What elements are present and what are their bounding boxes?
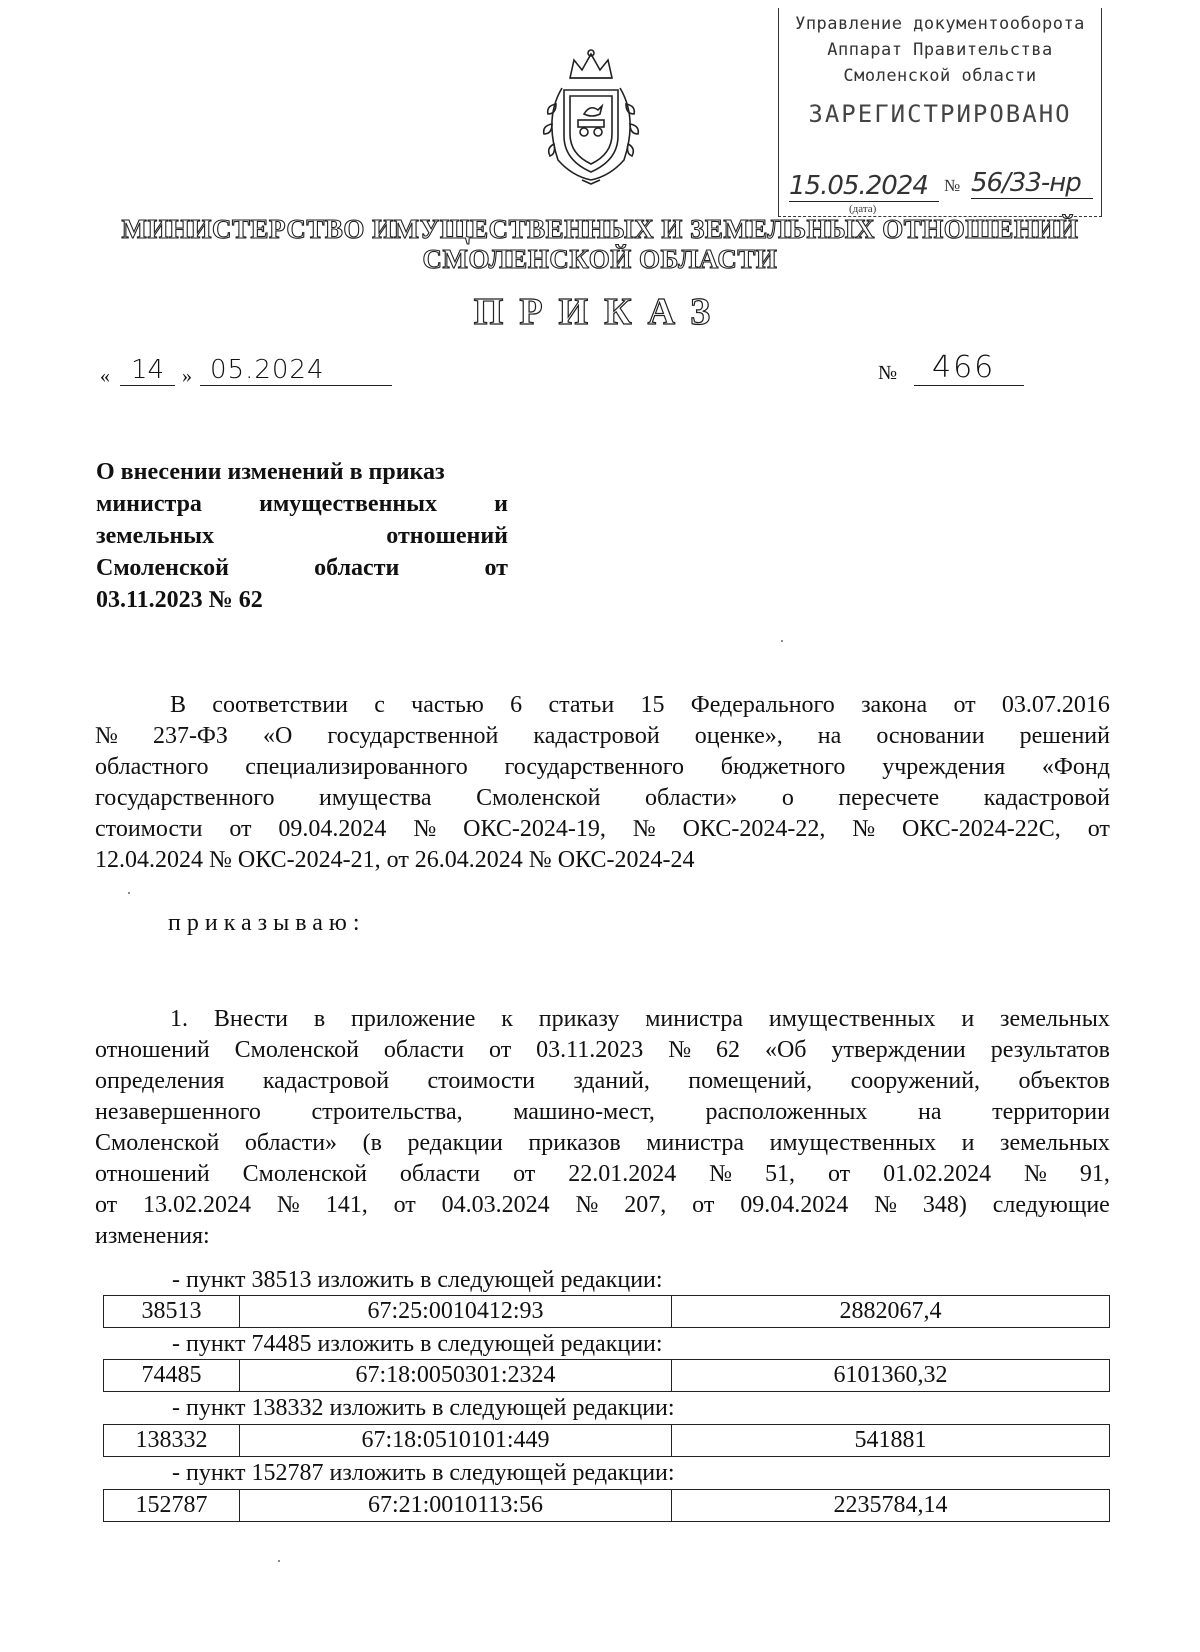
word: от: [489, 1037, 512, 1063]
word: стоимости: [95, 816, 203, 842]
stamp-registration-number: 56/33-нр: [971, 168, 1093, 199]
subject-word: области: [314, 555, 400, 581]
edit-table-row: [103, 1359, 1110, 1392]
word: области: [399, 1161, 481, 1187]
word: от: [229, 816, 252, 842]
word: статьи: [548, 692, 615, 718]
edit-label: - пункт 74485 изложить в следующей редакции:: [172, 1331, 663, 1357]
ministry-name-line-1: МИНИСТЕРСТВО ИМУЩЕСТВЕННЫХ И ЗЕМЕЛЬНЫХ ОТНОШЕНИЙ: [121, 214, 1079, 244]
word: министра: [646, 1130, 745, 1156]
word: Смоленской: [234, 1037, 359, 1063]
subject-word: и: [494, 491, 508, 517]
preamble-line: [95, 721, 1110, 752]
word: имущественных: [769, 1130, 937, 1156]
edit-label: - пункт 138332 изложить в следующей редакции:: [172, 1395, 675, 1421]
word: от: [95, 1192, 118, 1218]
word: 03.07.2016: [1001, 692, 1110, 718]
word: области: [383, 1037, 465, 1063]
preamble-line: [95, 690, 1110, 721]
word: ОКС-2024-22С,: [902, 816, 1061, 842]
word: имущества: [319, 785, 432, 811]
word: кадастровой: [983, 785, 1110, 811]
word: Смоленской: [95, 1130, 220, 1156]
word: №: [709, 1161, 733, 1187]
item-1-line: [95, 1097, 1110, 1128]
cell-cadastral-value: 541881: [854, 1427, 927, 1453]
word: редакции: [407, 1130, 503, 1156]
word: 01.02.2024: [883, 1161, 992, 1187]
stamp-registration-date: 15.05.2024: [789, 171, 939, 202]
word: кадастровой: [533, 723, 660, 749]
word: министра: [645, 1006, 744, 1032]
word: №: [852, 816, 876, 842]
word: земельных: [1000, 1130, 1110, 1156]
word: расположенных: [705, 1099, 868, 1125]
word: приложение: [351, 1006, 476, 1032]
word: оценке»,: [694, 723, 783, 749]
edit-table-row: [103, 1295, 1110, 1328]
edit-table-row: [103, 1489, 1110, 1522]
word: в: [313, 1006, 326, 1032]
word: утверждении: [831, 1037, 966, 1063]
word: строительства,: [311, 1099, 463, 1125]
word: 62: [716, 1037, 741, 1063]
preamble-line: [95, 783, 1110, 814]
word: №: [1024, 1161, 1047, 1187]
edit-label: - пункт 152787 изложить в следующей редакции:: [172, 1460, 675, 1486]
word: машино-мест,: [513, 1099, 655, 1125]
stamp-registered-mark: ЗАРЕГИСТРИРОВАНО: [808, 100, 1072, 128]
word: с: [374, 692, 385, 718]
word: «Фонд: [1041, 754, 1110, 780]
stamp-number-sign: №: [944, 176, 961, 195]
word: 15: [640, 692, 665, 718]
word: №: [874, 1192, 897, 1218]
item-1-line: [95, 1128, 1110, 1159]
word: и: [961, 1006, 975, 1032]
word: от: [827, 1161, 851, 1187]
word: соответствии: [212, 692, 348, 718]
word: В: [170, 692, 187, 718]
word: к: [501, 1006, 513, 1032]
word: государственного: [504, 754, 684, 780]
order-number: [878, 350, 1028, 394]
order-day: 14: [120, 355, 175, 386]
item-1-line: [95, 1159, 1110, 1190]
item-1-line: изменения:: [95, 1223, 210, 1249]
order-directive-word: приказываю:: [168, 910, 366, 936]
word: следующие: [992, 1192, 1110, 1218]
word: результатов: [990, 1037, 1110, 1063]
word: области»: [244, 1130, 338, 1156]
date-quote-close: »: [182, 365, 192, 387]
word: от: [692, 1192, 715, 1218]
word: отношений: [95, 1161, 210, 1187]
subject-word: отношений: [386, 523, 508, 549]
word: 03.11.2023: [536, 1037, 644, 1063]
word: 1.: [170, 1006, 188, 1032]
word: закона: [861, 692, 928, 718]
word: специализированного: [245, 754, 468, 780]
subject-word: от: [484, 555, 508, 581]
word: приказов: [528, 1130, 621, 1156]
word: на: [918, 1099, 942, 1125]
word: 13.02.2024: [143, 1192, 252, 1218]
word: стоимости: [427, 1068, 535, 1094]
word: №: [575, 1192, 599, 1218]
subject-word: Смоленской: [96, 555, 229, 581]
item-1-line: [95, 1004, 1110, 1035]
subject-line: [96, 456, 508, 488]
subject-line: [96, 488, 508, 520]
subject-word: министра: [96, 491, 202, 517]
subject-word: 03.11.2023 № 62: [96, 587, 263, 613]
stamp-apparatus: Аппарат Правительства: [827, 40, 1053, 60]
cell-cadastral-number: 67:25:0010412:93: [240, 1296, 672, 1327]
word: территории: [992, 1099, 1110, 1125]
edit-table-row: [103, 1424, 1110, 1457]
word: учреждения: [882, 754, 1006, 780]
stamp-department: Управление документооборота: [795, 14, 1085, 34]
word: областного: [95, 754, 209, 780]
word: на: [817, 723, 842, 749]
word: №: [276, 1192, 300, 1218]
cell-cadastral-number: 67:21:0010113:56: [240, 1490, 672, 1521]
word: 91,: [1079, 1161, 1110, 1187]
word: Федерального: [690, 692, 835, 718]
word: сооружений,: [850, 1068, 981, 1094]
preamble-paragraph: [95, 690, 1110, 876]
coat-of-arms-emblem: [532, 48, 650, 186]
word: зданий,: [573, 1068, 650, 1094]
word: от: [393, 1192, 416, 1218]
word: 141,: [325, 1192, 368, 1218]
word: незавершенного: [95, 1099, 261, 1125]
subject-line: [96, 520, 508, 552]
scan-speck: [781, 640, 783, 642]
word: отношений: [95, 1037, 210, 1063]
word: №: [632, 816, 656, 842]
order-number-value: 466: [914, 350, 1024, 386]
word: 348): [922, 1192, 967, 1218]
word: имущественных: [768, 1006, 936, 1032]
scan-speck: [128, 892, 130, 894]
word: 207,: [624, 1192, 667, 1218]
subject-word: земельных: [96, 523, 215, 549]
registration-stamp: [778, 8, 1102, 217]
cell-cadastral-value: 6101360,32: [833, 1362, 948, 1388]
date-quote-open: «: [100, 365, 110, 387]
word: 04.03.2024: [441, 1192, 550, 1218]
cell-item-number: 38513: [104, 1296, 240, 1327]
subject-line: [96, 584, 508, 616]
word: №: [668, 1037, 692, 1063]
cell-item-number: 138332: [104, 1425, 240, 1456]
word: ОКС-2024-22,: [682, 816, 826, 842]
order-number-sign: №: [878, 362, 898, 384]
word: решений: [1019, 723, 1110, 749]
order-date: [100, 355, 400, 395]
ministry-name-line-2: СМОЛЕНСКОЙ ОБЛАСТИ: [422, 244, 778, 274]
word: ОКС-2024-19,: [463, 816, 606, 842]
word: помещений,: [688, 1068, 813, 1094]
order-subject: [96, 456, 508, 616]
cell-cadastral-number: 67:18:0050301:2324: [240, 1360, 672, 1391]
preamble-line: [95, 814, 1110, 845]
document-title: ПРИКАЗ: [473, 291, 727, 333]
word: государственной: [327, 723, 499, 749]
word: Смоленской: [242, 1161, 367, 1187]
edit-label: - пункт 38513 изложить в следующей редакции:: [172, 1267, 663, 1293]
word: Смоленской: [476, 785, 601, 811]
word: 6: [510, 692, 523, 718]
item-1-line: [95, 1190, 1110, 1221]
cell-cadastral-number: 67:18:0510101:449: [240, 1425, 672, 1456]
word: 237-ФЗ: [152, 723, 228, 749]
word: (в: [362, 1130, 382, 1156]
word: 51,: [765, 1161, 796, 1187]
subject-word: имущественных: [259, 491, 437, 517]
preamble-line: 12.04.2024 № ОКС-2024-21, от 26.04.2024 № ОКС-2024-24: [95, 847, 695, 873]
word: 09.04.2024: [278, 816, 387, 842]
word: о: [781, 785, 794, 811]
word: от: [513, 1161, 536, 1187]
word: 09.04.2024: [740, 1192, 849, 1218]
stamp-date-caption: (дата): [849, 203, 877, 215]
item-1-paragraph: [95, 1004, 1110, 1252]
word: и: [961, 1130, 975, 1156]
stamp-region: Смоленской области: [843, 66, 1037, 86]
word: 22.01.2024: [568, 1161, 677, 1187]
cell-item-number: 152787: [104, 1490, 240, 1521]
word: бюджетного: [720, 754, 846, 780]
word: «О: [262, 723, 293, 749]
word: приказу: [538, 1006, 620, 1032]
scan-speck: [278, 1560, 280, 1562]
cell-item-number: 74485: [104, 1360, 240, 1391]
word: частью: [411, 692, 484, 718]
word: основании: [876, 723, 985, 749]
preamble-line: [95, 752, 1110, 783]
word: земельных: [1000, 1006, 1110, 1032]
word: объектов: [1018, 1068, 1110, 1094]
word: области»: [645, 785, 738, 811]
word: от: [1087, 816, 1110, 842]
word: Внести: [213, 1006, 288, 1032]
word: государственного: [95, 785, 275, 811]
word: №: [95, 723, 118, 749]
item-1-line: [95, 1066, 1110, 1097]
word: №: [413, 816, 437, 842]
word: определения: [95, 1068, 225, 1094]
subject-line: [96, 552, 508, 584]
word: «Об: [764, 1037, 807, 1063]
word: от: [953, 692, 976, 718]
order-month-year: 05.2024: [200, 355, 392, 386]
subject-word: О внесении изменений в приказ: [96, 459, 445, 485]
cell-cadastral-value: 2882067,4: [839, 1298, 942, 1324]
item-1-line: [95, 1035, 1110, 1066]
word: кадастровой: [262, 1068, 390, 1094]
cell-cadastral-value: 2235784,14: [833, 1492, 948, 1518]
word: пересчете: [838, 785, 940, 811]
